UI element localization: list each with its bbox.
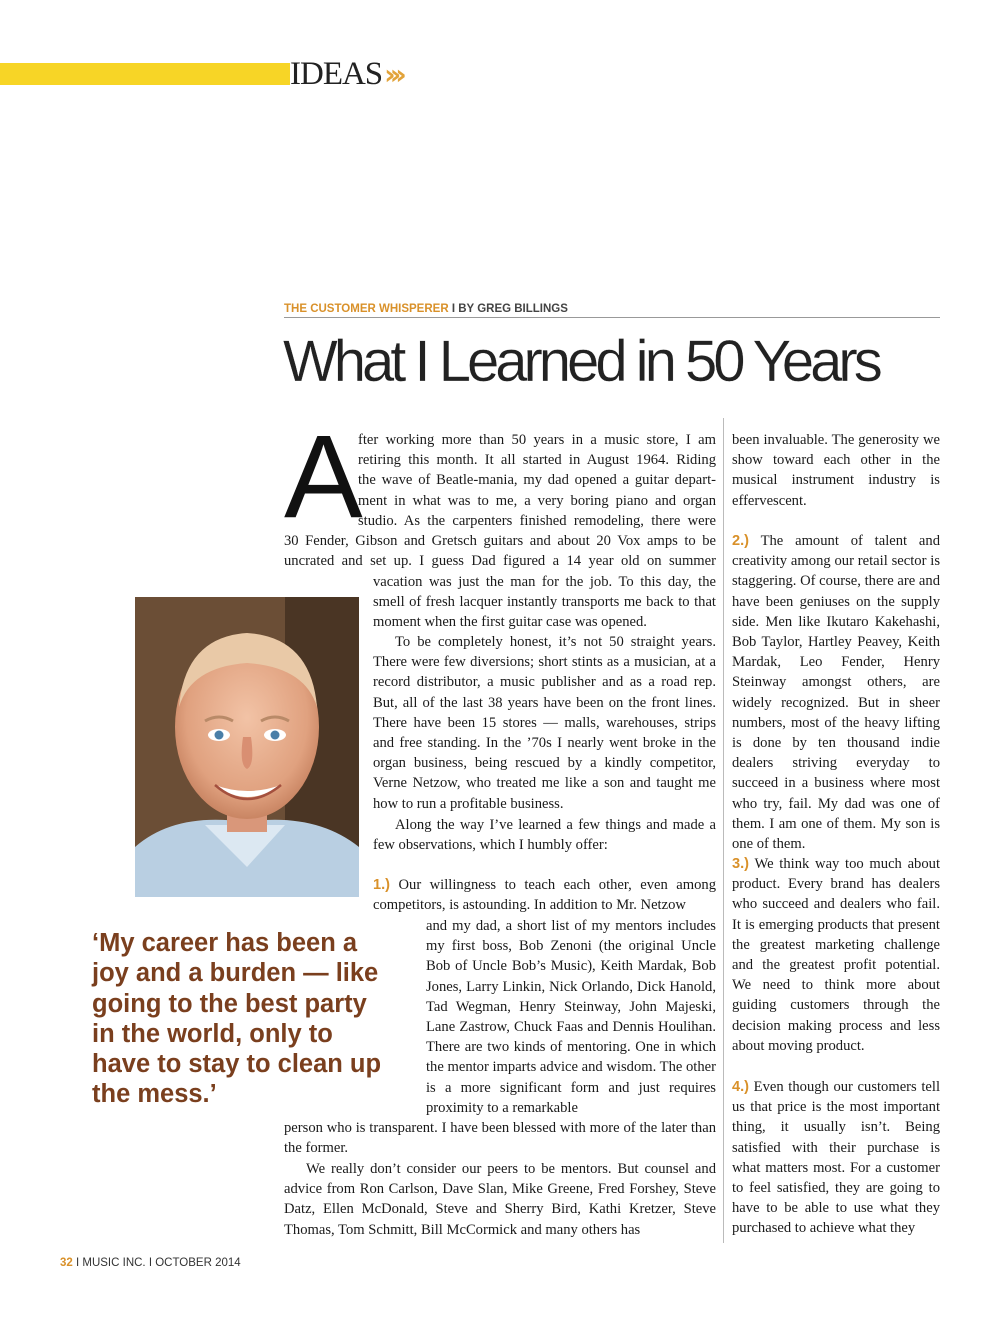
pull-quote: ‘My career has been a joy and a burden — like going to the best party in the world, only to have to stay to clean up the mess.’	[92, 929, 382, 1109]
point-3-number: 3.)	[732, 856, 750, 872]
point-2-text: The amount of talent and creativity among our retail sector is staggering. Of course, there are and have been geniuses on the supply side. Men like Ikutaro Kakehashi, Bob Taylor, Hartley Peavey, Keith Mardak, Leo Fender, Henry Steinway amongst others, are widely recognized. But in sheer numbers, most of the heavy lifting is done by ten thousand indie dealers striving everyday to succeed in a business where most who try, fail. My dad was one of them. I am one of them. My son is one of them.	[732, 533, 940, 853]
point-1	[373, 875, 716, 915]
opening-line: the wave of Beatle-mania, my dad opened a guitar depart-	[358, 472, 716, 489]
chevrons-icon: ›››	[384, 58, 401, 91]
full-line: uncrated and set up. I guess Dad figured a 14 year old on summer	[284, 553, 716, 570]
section-label	[290, 56, 405, 92]
point-1-number: 1.)	[373, 877, 391, 893]
folio	[60, 1257, 241, 1269]
point-1-text: Our willingness to teach each other, even among competitors, is astounding. In addition to Mr. Netzow	[373, 877, 716, 914]
point-1-wrap: and my dad, a short list of my mentors includes my first boss, Bob Zenoni (the original Uncle Bob of Uncle Bob’s Music), Keith Mardak, Bob Jones, Larry Linkin, Nick Orlando, Dick Hanold, Tad Wegman, Henry Steinway, John Majeski, Lane Zastrow, Chuck Faas and Dennis Houlihan. There are two kinds of mentoring. One in which the mentor imparts advice and wisdom. The other is a more significant form and just requires proximity to a remarkable	[426, 918, 716, 1116]
kicker-rule	[284, 317, 940, 318]
full-line: 30 Fender, Gibson and Gretsch guitars and about 20 Vox amps to be	[284, 533, 716, 549]
series-name: THE CUSTOMER WHISPERER	[284, 303, 449, 315]
point-3	[732, 854, 940, 1056]
drop-cap: A	[284, 411, 363, 543]
page-number: 32	[60, 1257, 73, 1269]
opening-line: ment in what was to me, a very boring piano and organ	[358, 492, 716, 509]
point-3-text: We think way too much about product. Every brand has dealers who succeed and dealers who fail. It is emerging products that present the greatest marketing challenge and the greatest profit potential. We need to think more about guiding customers through the decision making process and less about moving product.	[732, 856, 940, 1054]
column-rule	[723, 418, 724, 1243]
opening-line: fter working more than 50 years in a music store, I am	[358, 432, 716, 448]
opening-lines	[358, 430, 716, 531]
paragraph-1-continued: vacation was just the man for the job. To this day, the smell of fresh lacquer instantly transports me back to that moment when the first guitar case was opened.	[373, 574, 716, 631]
point-4-number: 4.)	[732, 1079, 750, 1095]
author-photo	[135, 597, 359, 897]
opening-line: studio. As the carpenters finished remodeling, there were	[358, 512, 716, 529]
point-2	[732, 531, 940, 854]
paragraph-3: Along the way I’ve learned a few things and made a few observations, which I humbly offer:	[373, 817, 716, 854]
section-label-text: IDEAS	[290, 56, 383, 92]
point-4-text: Even though our customers tell us that price is the most important thing, it usually isn’t. Being satisfied with their purchase is what matters most. For a customer to feel satisfied, they are going to have to be able to use what they purchased to achieve what they	[732, 1079, 940, 1237]
publication-info: I MUSIC INC. I OCTOBER 2014	[72, 1257, 241, 1269]
headline: What I Learned in 50 Years	[283, 329, 879, 394]
paragraph-2: To be completely honest, it’s not 50 straight years. There were few diversions; short stints as a musician, at a record distributor, a music publisher and as a road rep. But, all of the last 38 years have been on the front lines. There have been 15 stores — malls, warehouses, strips and free standing. In the ’70s I nearly went broke in the organ business, being rescued by a kindly competitor, Verne Netzow, who treated me like a son and taught me how to run a profitable business.	[373, 634, 716, 812]
col2-paragraph-1: been invaluable. The generosity we show toward each other in the musical instrument industry is effervescent.	[732, 432, 940, 509]
point-1-end: person who is transparent. I have been blessed with more of the later than the former.	[284, 1120, 716, 1157]
byline: I BY GREG BILLINGS	[448, 303, 568, 315]
author-portrait	[135, 597, 359, 897]
opening-line: retiring this month. It all started in August 1964. Riding	[358, 452, 716, 469]
paragraph-4: We really don’t consider our peers to be mentors. But counsel and advice from Ron Carlson, Dave Slan, Mike Greene, Fred Forshey, Steve Datz, Ellen McDonald, Steve and Sherry Bird, Kathi Kretzer, Steve Thomas, Tom Schmitt, Bill McCormick and many others has	[284, 1161, 716, 1238]
kicker	[284, 303, 568, 315]
point-2-number: 2.)	[732, 533, 750, 549]
point-4	[732, 1077, 940, 1239]
full-width-lines	[284, 531, 716, 571]
